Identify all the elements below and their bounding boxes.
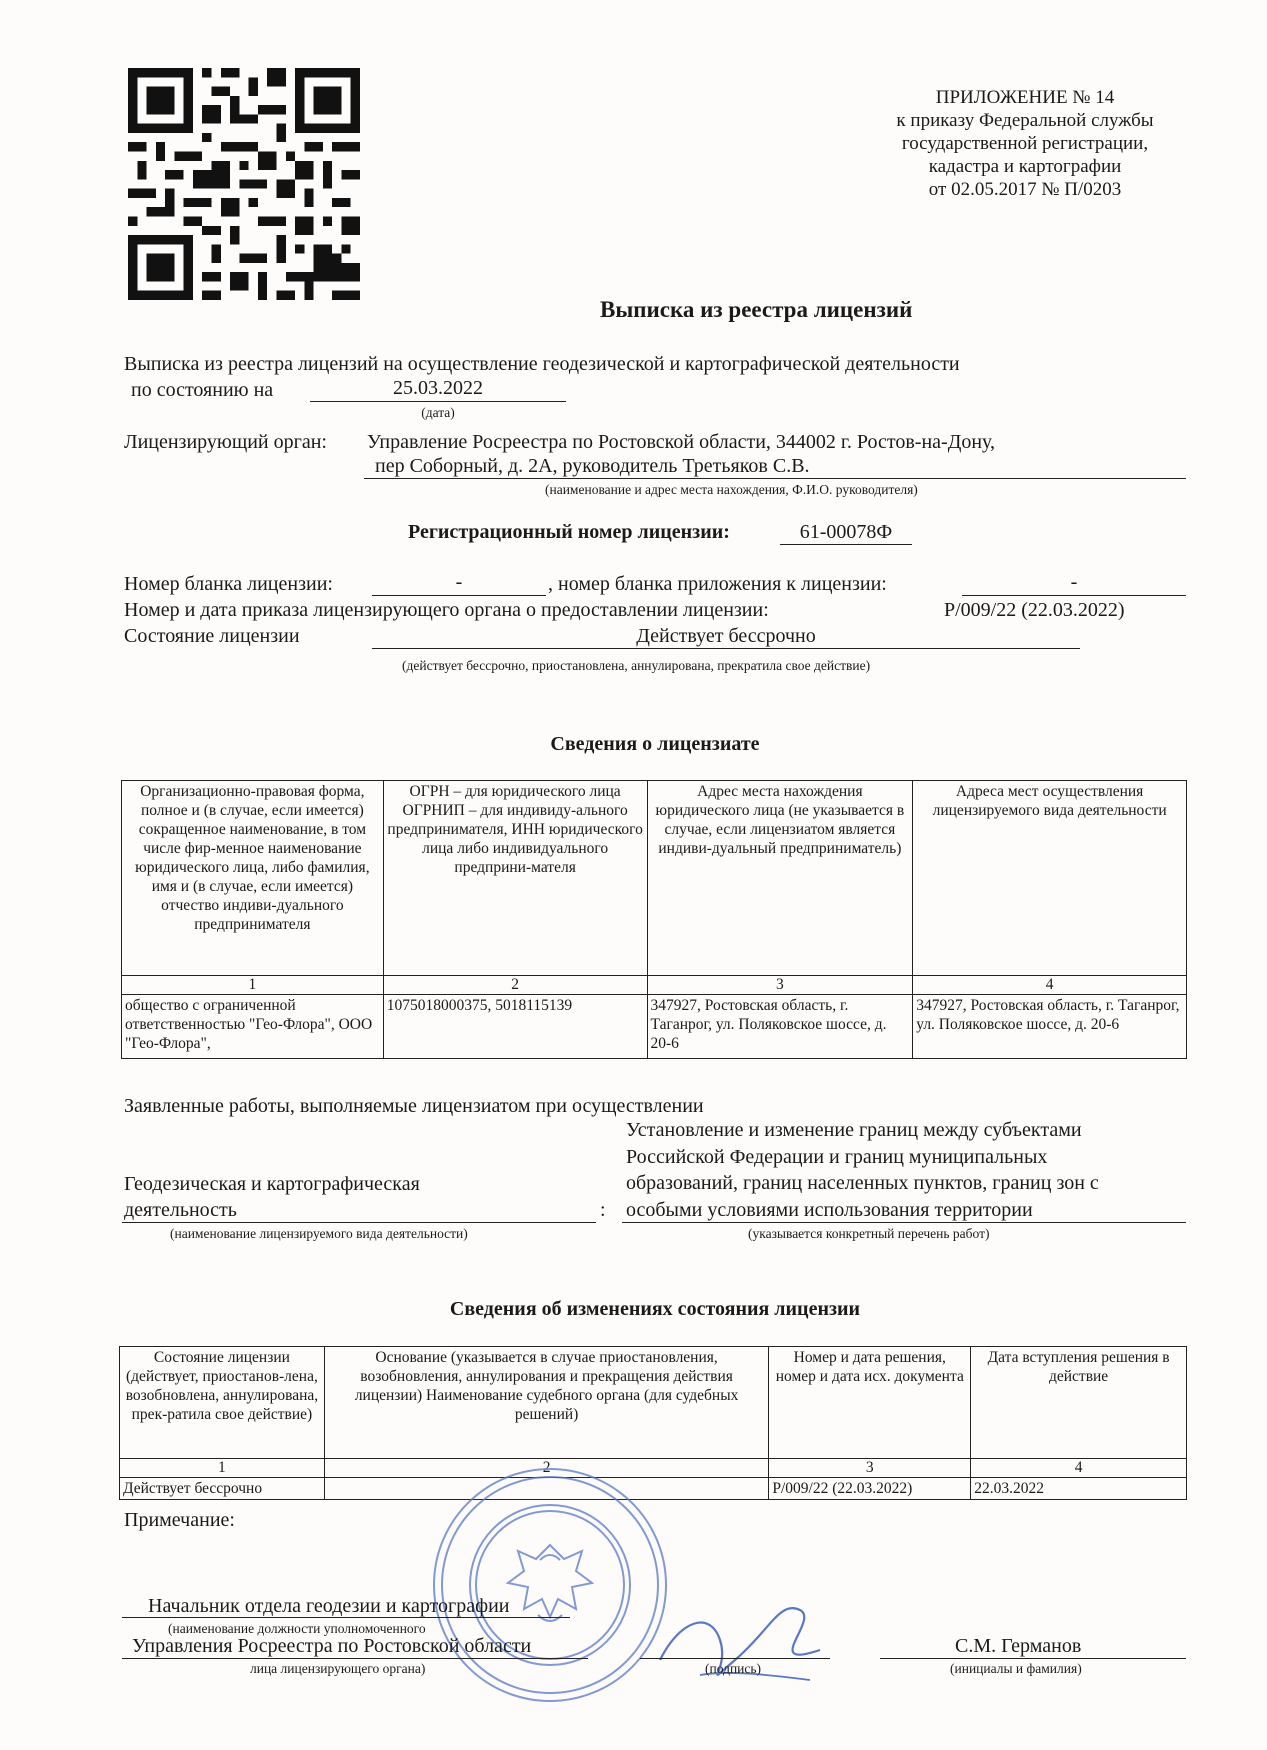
signatory-position-line-2: Управления Росреестра по Ростовской области <box>132 1635 532 1657</box>
col-number: 2 <box>383 976 647 995</box>
licensee-header-name: Организационно-правовая форма, полное и (в случае, если имеется) сокращенное наименование, в том числе фир-менное наименование юридического лица, либо фамилия, имя и (в случае, если имеется) отчество индиви-дуального предпринимателя <box>122 781 384 976</box>
col-number: 3 <box>647 976 913 995</box>
works-list-line-4: особыми условиями использования территории <box>626 1199 1033 1221</box>
appendix-blank-label: , номер бланка приложения к лицензии: <box>548 573 887 595</box>
works-colon: : <box>600 1199 606 1221</box>
authority-caption: (наименование и адрес места нахождения, Ф.И.О. руководителя) <box>545 482 918 497</box>
col-number: 4 <box>971 1459 1187 1478</box>
sign-caption: (подпись) <box>705 1661 762 1676</box>
licensee-header-address: Адрес места нахождения юридического лица (не указывается в случае, если лицензиатом является индиви-дуальный предприниматель) <box>647 781 913 976</box>
appendix-blank-value: - <box>1070 571 1078 593</box>
change-effective-date: 22.03.2022 <box>971 1478 1187 1500</box>
signatory-position-line-1: Начальник отдела геодезии и картографии <box>148 1595 510 1617</box>
licensee-activity-address: 347927, Ростовская область, г. Таганрог, ул. Поляковское шоссе, д. 20-6 <box>913 995 1187 1059</box>
licensee-header-ogrn: ОГРН – для юридического лица ОГРНИП – для индивиду-ального предпринимателя, ИНН юридического лица либо индивидуального предприни-мателя <box>383 781 647 976</box>
licensee-header-activity-address: Адреса мест осуществления лицензируемого вида деятельности <box>913 781 1187 976</box>
col-number: 2 <box>324 1459 769 1478</box>
reg-number-value: 61-00078Ф <box>799 521 893 543</box>
changes-header-effective: Дата вступления решения в действие <box>971 1347 1187 1459</box>
blank-value: - <box>455 571 463 593</box>
licensee-heading: Сведения о лицензиате <box>550 733 760 755</box>
changes-header-status: Состояние лицензии (действует, приостанов-лена, возобновлена, аннулирована, прек-ратила свое действие) <box>120 1347 325 1459</box>
appendix-line-4: кадастра и картографии <box>928 156 1122 177</box>
change-status: Действует бессрочно <box>120 1478 325 1500</box>
licensee-header-row <box>122 781 1187 976</box>
qr-code <box>128 66 360 302</box>
activity-line-2: деятельность <box>124 1199 237 1221</box>
status-label: Состояние лицензии <box>124 625 300 647</box>
works-heading: Заявленные работы, выполняемые лицензиатом при осуществлении <box>124 1095 704 1117</box>
signature-scribble <box>640 1580 840 1700</box>
licensee-name: общество с ограниченной ответственностью "Гео-Флора", ООО "Гео-Флора", <box>122 995 384 1059</box>
licensee-ogrn: 1075018000375, 5018115139 <box>383 995 647 1059</box>
state-label: по состоянию на <box>131 379 274 401</box>
changes-header-decision: Номер и дата решения, номер и дата исх. документа <box>769 1347 971 1459</box>
works-list-line-3: образований, границ населенных пунктов, границ зон с <box>626 1172 1099 1194</box>
appendix-line-3: государственной регистрации, <box>901 133 1149 154</box>
changes-heading: Сведения об изменениях состояния лицензии <box>449 1298 861 1320</box>
intro-line: Выписка из реестра лицензий на осуществление геодезической и картографической деятельности <box>124 353 960 375</box>
signature-caption-2: лица лицензирующего органа) <box>250 1661 426 1676</box>
order-label: Номер и дата приказа лицензирующего органа о предоставлении лицензии: <box>124 599 769 621</box>
note-label: Примечание: <box>124 1509 235 1531</box>
appendix-number: ПРИЛОЖЕНИЕ № 14 <box>935 87 1115 108</box>
official-stamp <box>430 1465 670 1705</box>
licensee-table <box>121 780 1187 1059</box>
changes-header-basis: Основание (указывается в случае приостановления, возобновления, аннулирования и прекращения действия лицензии) Наименование судебного органа (для судебных решений) <box>324 1347 769 1459</box>
works-list-line-1: Установление и изменение границ между субъектами <box>626 1119 1082 1141</box>
appendix-header <box>860 86 1190 201</box>
col-number: 1 <box>122 976 384 995</box>
signatory-name: С.М. Германов <box>955 1635 1082 1657</box>
authority-line-2: пер Соборный, д. 2А, руководитель Третьяков С.В. <box>375 455 810 477</box>
authority-label: Лицензирующий орган: <box>124 431 327 453</box>
state-date: 25.03.2022 <box>393 377 483 399</box>
works-list-line-2: Российской Федерации и границ муниципальных <box>626 1146 1048 1168</box>
document-title: Выписка из реестра лицензий <box>600 297 913 322</box>
blank-label: Номер бланка лицензии: <box>124 573 333 595</box>
signature-caption-1: (наименование должности уполномоченного <box>168 1621 426 1636</box>
order-value: Р/009/22 (22.03.2022) <box>944 599 1125 621</box>
date-caption: (дата) <box>421 405 455 420</box>
col-number: 4 <box>913 976 1187 995</box>
change-decision: Р/009/22 (22.03.2022) <box>769 1478 971 1500</box>
col-number: 3 <box>769 1459 971 1478</box>
status-caption: (действует бессрочно, приостановлена, аннулирована, прекратила свое действие) <box>402 658 871 673</box>
works-caption-left: (наименование лицензируемого вида деятельности) <box>170 1226 468 1241</box>
status-value: Действует бессрочно <box>636 625 816 647</box>
name-caption: (инициалы и фамилия) <box>950 1661 1082 1676</box>
activity-line-1: Геодезическая и картографическая <box>124 1173 420 1195</box>
col-number: 1 <box>120 1459 325 1478</box>
reg-number-label: Регистрационный номер лицензии: <box>408 521 730 543</box>
table-row <box>122 995 1187 1059</box>
changes-header-row <box>120 1347 1187 1459</box>
licensee-address: 347927, Ростовская область, г. Таганрог, ул. Поляковское шоссе, д. 20-6 <box>647 995 913 1059</box>
works-caption-right: (указывается конкретный перечень работ) <box>748 1226 990 1241</box>
appendix-line-2: к приказу Федеральной службы <box>896 110 1154 131</box>
authority-line-1: Управление Росреестра по Ростовской области, 344002 г. Ростов-на-Дону, <box>367 431 996 453</box>
licensee-number-row <box>122 976 1187 995</box>
appendix-line-5: от 02.05.2017 № П/0203 <box>928 179 1122 200</box>
